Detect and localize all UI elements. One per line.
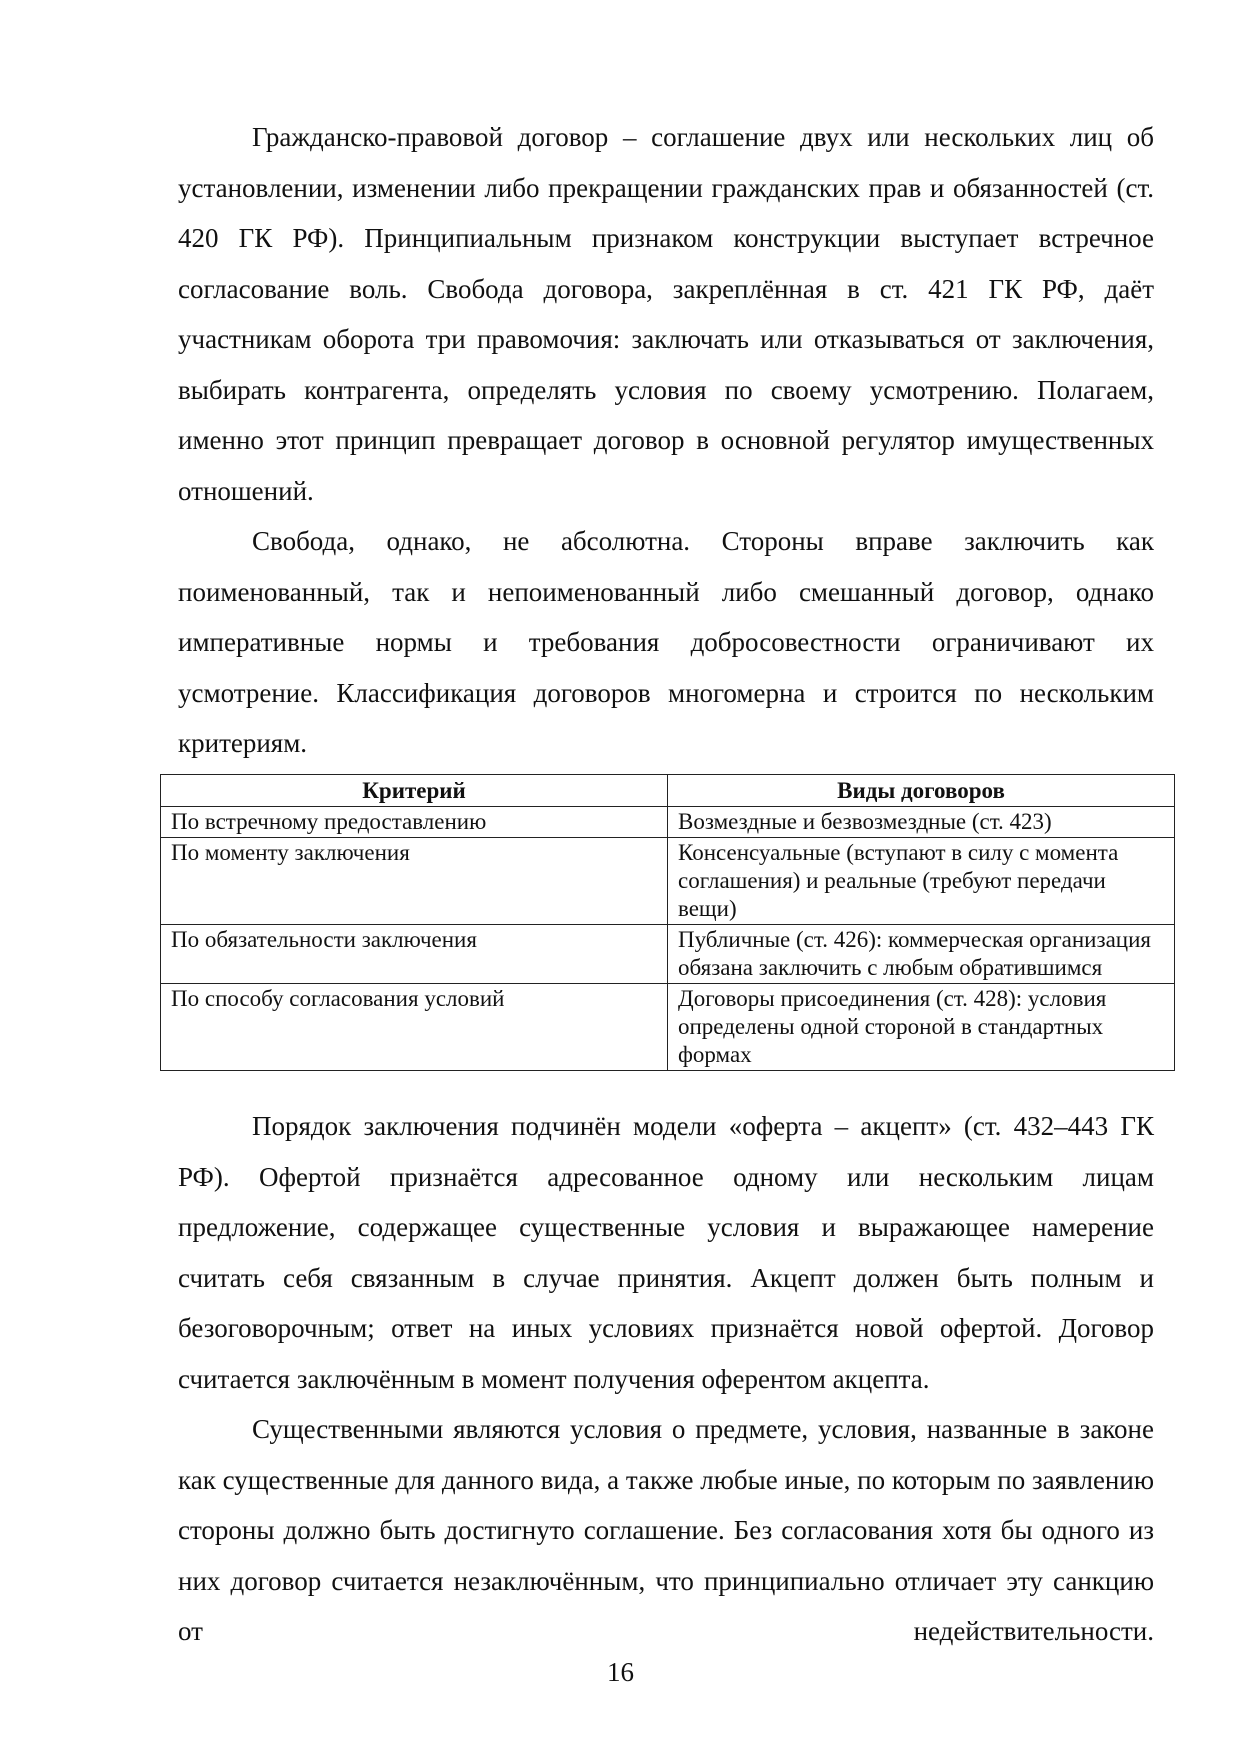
table-row	[161, 807, 1175, 838]
body-text-bottom	[178, 1101, 1154, 1657]
table-cell-contract-types: Публичные (ст. 426): коммерческая организация обязана заключить с любым обратившимся	[668, 925, 1175, 984]
table-row	[161, 838, 1175, 925]
table-cell-contract-types: Договоры присоединения (ст. 428): условия определены одной стороной в стандартных формах	[668, 984, 1175, 1071]
table-cell-contract-types: Консенсуальные (вступают в силу с момента соглашения) и реальные (требуют передачи вещи)	[668, 838, 1175, 925]
table-cell-criterion: По способу согласования условий	[161, 984, 668, 1071]
contract-classification-table-wrapper	[160, 774, 1174, 1071]
paragraph: Существенными являются условия о предмете, условия, названные в законе как существенные для данного вида, а также любые иные, по которым по заявлению стороны должно быть достигнуто соглашение. Без согласования хотя бы одного из них договор считается незаключённым, что принципиально отличает эту санкцию от недействительности.	[178, 1414, 1154, 1646]
table-row	[161, 984, 1175, 1071]
table-header-contract-types: Виды договоров	[668, 775, 1175, 807]
table-cell-contract-types: Возмездные и безвозмездные (ст. 423)	[668, 807, 1175, 838]
table-header-criterion: Критерий	[161, 775, 668, 807]
paragraph: Свобода, однако, не абсолютна. Стороны вправе заключить как поименованный, так и непоименованный либо смешанный договор, однако императивные нормы и требования добросовестности ограничивают их усмотрение. Классификация договоров многомерна и строится по нескольким критериям.	[178, 526, 1154, 758]
body-text-top	[178, 112, 1154, 769]
table-cell-criterion: По моменту заключения	[161, 838, 668, 925]
table-cell-criterion: По обязательности заключения	[161, 925, 668, 984]
table-cell-criterion: По встречному предоставлению	[161, 807, 668, 838]
table-row	[161, 925, 1175, 984]
paragraph: Гражданско-правовой договор – соглашение двух или нескольких лиц об установлении, изменении либо прекращении гражданских прав и обязанностей (ст. 420 ГК РФ). Принципиальным признаком конструкции выступает встречное согласование воль. Свобода договора, закреплённая в ст. 421 ГК РФ, даёт участникам оборота три правомочия: заключать или отказываться от заключения, выбирать контрагента, определять условия по своему усмотрению. Полагаем, именно этот принцип превращает договор в основной регулятор имущественных отношений.	[178, 122, 1154, 506]
contract-classification-table	[160, 774, 1175, 1071]
paragraph: Порядок заключения подчинён модели «оферта – акцепт» (ст. 432–443 ГК РФ). Офертой признаётся адресованное одному или нескольким лицам предложение, содержащее существенные условия и выражающее намерение считать себя связанным в случае принятия. Акцепт должен быть полным и безоговорочным; ответ на иных условиях признаётся новой офертой. Договор считается заключённым в момент получения оферентом акцепта.	[178, 1111, 1154, 1394]
page-number: 16	[607, 1657, 634, 1687]
table-header-row	[161, 775, 1175, 807]
